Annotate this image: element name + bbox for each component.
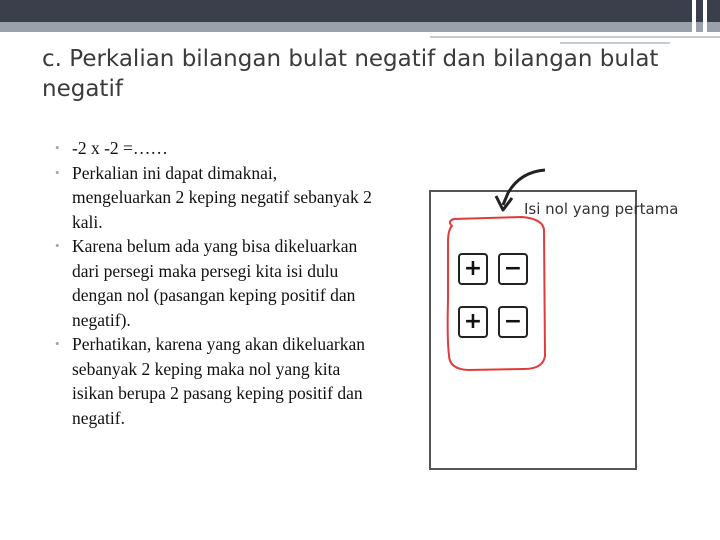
bullet-dot-icon: • bbox=[55, 336, 60, 351]
bullet-dot-icon: • bbox=[55, 140, 60, 155]
negative-tile: − bbox=[498, 306, 528, 338]
positive-tile: + bbox=[458, 306, 488, 338]
bullet-text: Perkalian ini dapat dimaknai, mengeluarkan 2 keping negatif sebanyak 2 kali. bbox=[72, 162, 372, 232]
bullet-dot-icon: • bbox=[55, 238, 60, 253]
bullet-text: Perhatikan, karena yang akan dikeluarkan sebanyak 2 keping maka nol yang kita isikan berupa 2 pasang keping positif dan negatif. bbox=[72, 334, 365, 428]
bullet-text: Karena belum ada yang bisa dikeluarkan dari persegi maka persegi kita isi dulu dengan nol (pasangan keping positif dan negatif). bbox=[72, 236, 358, 330]
slide-title: c. Perkalian bilangan bulat negatif dan bilangan bulat negatif bbox=[42, 46, 659, 102]
negative-tile: − bbox=[498, 253, 528, 285]
highlight-loop bbox=[448, 217, 545, 370]
bullet-dot-icon: • bbox=[55, 164, 60, 180]
bullet-text: -2 x -2 =…… bbox=[72, 138, 168, 158]
positive-tile: + bbox=[458, 253, 488, 285]
figure-label: Isi nol yang pertama bbox=[524, 200, 679, 218]
